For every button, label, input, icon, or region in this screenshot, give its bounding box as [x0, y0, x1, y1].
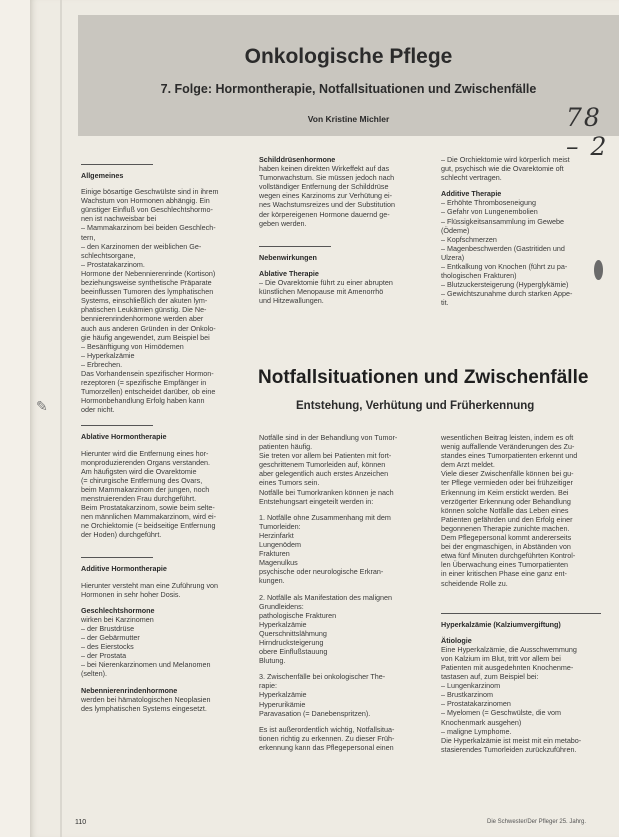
text-line: – Magenbeschwerden (Gastritiden und	[441, 243, 565, 253]
text-line: Die Hyperkalzämie ist meist mit ein metabo-	[441, 735, 582, 745]
paragraph-ablative	[81, 449, 244, 540]
text-line: – der Gebärmutter	[81, 633, 140, 643]
text-line: schlecht vertragen.	[441, 173, 502, 183]
text-line: tern,	[81, 232, 96, 242]
text-line: – den Karzinomen der weiblichen Ge-	[81, 241, 202, 251]
text-line: phatischen Leukämien günstig. Die Ne-	[81, 305, 207, 315]
text-line: Sie treten vor allem bei Patienten mit fort-	[259, 451, 392, 461]
text-line: nes Wachstumsreizes und der Substitution	[259, 200, 395, 210]
text-line: eines Tumors sein.	[259, 478, 320, 488]
text-line: – Die Ovarektomie führt zu einer abrupten	[259, 277, 393, 287]
notfall-headline: Notfallsituationen und Zwischenfälle	[258, 367, 589, 388]
column-left	[81, 160, 244, 713]
text-line: psychische oder neurologische Erkran-	[259, 567, 384, 577]
heading-additive-therapie: Additive Therapie	[441, 189, 502, 199]
text-line: Ulzera)	[441, 252, 465, 262]
ink-blot-mark	[594, 260, 603, 280]
text-line: erkennung kann das Pflegepersonal einen	[259, 742, 394, 752]
text-line: Patienten gefährden und den Erfolg einer	[441, 514, 573, 524]
text-line: Tumorzellen) entscheidet darüber, ob eine	[81, 387, 216, 397]
text-line: menstruierenden Frau durchgeführt.	[81, 494, 197, 503]
paperclip-icon: ✎	[36, 398, 48, 414]
text-line: Beim Prostatakarzinom, sowie beim selte-	[81, 503, 215, 513]
text-line: Tumorwachstum. Sie müssen jedoch nach	[259, 173, 395, 183]
text-line: monproduzierenden Organs verstanden.	[81, 457, 211, 467]
paragraph-schilddruese	[259, 164, 431, 228]
paragraph-notfall-intro	[259, 433, 431, 506]
text-line: – Myelomen (= Geschwülste, die vom	[441, 708, 562, 718]
text-line: – der Brustdrüse	[81, 623, 135, 633]
text-line: Paravasation (= Danebenspritzen).	[259, 708, 371, 718]
text-line: können solche Notfälle das Leben eines	[441, 505, 569, 515]
heading-ablative-therapie: Ablative Therapie	[259, 268, 319, 278]
text-line: Systems, einschließlich der akuten lym-	[81, 296, 208, 306]
text-line: Notfälle sind in der Behandlung von Tumor-	[259, 433, 398, 442]
text-line: (= chirurgische Entfernung des Ovars,	[81, 475, 203, 485]
column-right-top	[441, 155, 611, 308]
text-line: Lungenödem	[259, 540, 301, 550]
text-line: vollständiger Entfernung der Schilddrüse	[259, 182, 389, 192]
section-rule	[81, 557, 153, 558]
list-geschlechtshormone	[81, 615, 244, 679]
text-line: günstiger Einfluß von Geschlechtshormo-	[81, 205, 213, 215]
text-line: Magenulkus	[259, 558, 298, 568]
text-line: kungen.	[259, 576, 285, 586]
text-line: oder nicht.	[81, 405, 115, 415]
text-line: obere Einflußstauung	[259, 647, 328, 657]
heading-ablative-hormontherapie: Ablative Hormontherapie	[81, 432, 167, 442]
text-line: thologischen Frakturen)	[441, 271, 517, 281]
text-line: schlechtsorgane,	[81, 250, 136, 260]
author-byline: Von Kristine Michler	[307, 114, 390, 124]
text-line: – Erhöhte Thromboseneigung	[441, 198, 536, 208]
text-line: Hormonen in sehr hoher Dosis.	[81, 589, 181, 599]
heading-geschlechtshormone: Geschlechtshormone	[81, 605, 155, 615]
text-line: wesentlichen Beitrag leisten, indem es oft	[441, 433, 574, 442]
text-line: Hormone der Nebennierenrinde (Kortison)	[81, 268, 216, 278]
text-line: Hirndrucksteigerung	[259, 637, 324, 647]
article-subtitle: 7. Folge: Hormontherapie, Notfallsituationen und Zwischenfälle	[160, 82, 537, 96]
handwritten-note: 78 – 2	[566, 103, 609, 161]
list-additive-therapie	[441, 198, 611, 307]
text-line: Notfälle bei Tumorkranken können je nach	[259, 487, 394, 497]
text-line: – Erbrechen.	[81, 359, 123, 369]
text-line: tionen richtig zu erkennen. Zu dieser Früh-	[259, 733, 395, 743]
text-line: gie häufig angewendet, zum Beispiel bei	[81, 332, 210, 342]
text-line: – Besänftigung von Hirnödemen	[81, 341, 184, 351]
text-line: (selten).	[81, 669, 107, 679]
notfall-subheadline: Entstehung, Verhütung und Früherkennung	[296, 400, 535, 412]
text-line: tit.	[441, 298, 449, 308]
text-line: wenig auffallende Veränderungen des Zu-	[441, 442, 575, 452]
text-line: Grundleidens:	[259, 601, 304, 611]
text-line: 1. Notfälle ohne Zusammenhang mit dem	[259, 512, 391, 522]
text-line: Knochenmark ausgehen)	[441, 717, 522, 727]
text-line: Blutung.	[259, 656, 286, 666]
text-line: – Prostatakarzinom.	[81, 259, 145, 269]
text-line: Einige bösartige Geschwülste sind in ihrem	[81, 187, 219, 197]
text-line: scheidende Rolle zu.	[441, 578, 508, 588]
text-line: geben werden.	[259, 218, 307, 228]
text-line: Es ist außerordentlich wichtig, Notfallsitua-	[259, 724, 395, 734]
text-line: – des Eierstocks	[81, 642, 134, 652]
text-line: – Gefahr von Lungenembolien	[441, 207, 538, 217]
paragraph-closing	[259, 725, 431, 752]
text-line: auch aus anderen Gründen in der Onkolo-	[81, 323, 216, 333]
text-line: – maligne Lymphome.	[441, 726, 512, 736]
text-line: Hyperurikämie	[259, 699, 306, 709]
text-line: ter Pflege vermieden oder bei frühzeitiger	[441, 478, 573, 488]
text-line: Eine Hyperkalzämie, die Ausschwemmung	[441, 644, 577, 654]
page-fold-edge	[60, 0, 62, 837]
text-line: (Ödeme)	[441, 225, 470, 235]
text-line: beeinflussen Tumoren des lymphatischen	[81, 287, 214, 297]
text-line: Hormonbehandlung Erfolg haben kann	[81, 396, 205, 406]
text-line: wirken bei Karzinomen	[81, 614, 154, 624]
heading-schilddruesenhormone: Schilddrüsenhormone	[259, 155, 336, 164]
text-line: Entstehungsart eingeteilt werden in:	[259, 496, 374, 506]
text-line: der körpereigenen Hormone dauernd ge-	[259, 209, 390, 219]
paragraph-additive	[81, 581, 244, 599]
text-line: ne Orchiektomie (= beidseitige Entfernung	[81, 521, 216, 531]
text-line: standes eines Tumorpatienten erkennt und	[441, 451, 578, 461]
text-line: len Überwachung eines Tumorpatienten	[441, 560, 569, 570]
paragraph-aetiologie	[441, 645, 611, 754]
text-line: beim Mammakarzinom der jungen, noch	[81, 484, 210, 494]
text-line: geschrittenem Tumorleiden auf, können	[259, 460, 386, 470]
text-line: patienten häufig.	[259, 442, 313, 452]
paragraph-allgemeines	[81, 187, 244, 414]
text-line: nen ist nachweisbar bei	[81, 214, 157, 224]
text-line: Hierunter wird die Entfernung eines hor-	[81, 448, 209, 458]
text-line: Tumorleiden:	[259, 521, 301, 531]
text-line: nen männlichen Mammakarzinom, wird ei-	[81, 512, 217, 522]
heading-nebennierenrindenhormone: Nebennierenrindenhormone	[81, 685, 178, 695]
text-line: stasierendes Tumorleiden zurückzuführen.	[441, 744, 577, 754]
text-line: tastasen auf, zum Beispiel bei:	[441, 672, 539, 682]
list-notfaelle-2	[259, 593, 431, 666]
text-line: rapie:	[259, 681, 277, 691]
text-line: Patienten mit ausgedehnten Knochenme-	[441, 662, 574, 672]
text-line: Wachstum von Hormonen abhängig. Ein	[81, 196, 210, 206]
text-line: Frakturen	[259, 549, 290, 559]
section-rule	[259, 246, 331, 247]
text-line: beziehungsweise synthetische Präparate	[81, 278, 212, 288]
text-line: – Prostatakarzinomen	[441, 699, 511, 709]
heading-aetiologie: Ätiologie	[441, 635, 472, 645]
section-rule	[81, 425, 153, 426]
text-line: und Hitzewallungen.	[259, 296, 324, 306]
text-line: Querschnittslähmung	[259, 628, 327, 638]
text-line: wegen eines Karzinoms zur Verhütung ei-	[259, 191, 393, 201]
text-line: Herzinfarkt	[259, 530, 294, 540]
text-line: 3. Zwischenfälle bei onkologischer The-	[259, 672, 386, 682]
text-line: – Lungenkarzinom	[441, 681, 501, 691]
text-line: – Blutzuckersteigerung (Hyperglykämie)	[441, 280, 569, 290]
column-right-bottom	[441, 433, 611, 754]
section-rule	[441, 613, 601, 614]
text-line: von Kalzium im Blut, tritt vor allem bei	[441, 653, 561, 663]
text-line: bei der engmaschigen, in Abständen von	[441, 542, 571, 552]
text-line: Hyperkalzämie	[259, 619, 307, 629]
heading-allgemeines: Allgemeines	[81, 171, 124, 180]
text-line: rezeptoren (= spezifische Empfänger in	[81, 378, 207, 388]
text-line: – Mammakarzinom bei beiden Geschlech-	[81, 223, 216, 233]
text-line: – bei Nierenkarzinomen und Melanomen	[81, 660, 211, 670]
text-line: in einer kritischen Phase eine ganz ent-	[441, 569, 567, 579]
text-line: werden bei hämatologischen Neoplasien	[81, 694, 211, 704]
heading-additive-hormontherapie: Additive Hormontherapie	[81, 564, 167, 574]
text-line: pathologische Frakturen	[259, 610, 337, 620]
heading-nebenwirkungen: Nebenwirkungen	[259, 252, 317, 262]
text-line: künstlichen Menopause mit Amenorrhö	[259, 287, 384, 297]
text-line: der Hoden) durchgeführt.	[81, 530, 162, 540]
column-middle-top	[259, 155, 431, 305]
journal-footer: Die Schwester/Der Pfleger 25. Jahrg.	[487, 819, 587, 825]
text-line: – Entkalkung von Knochen (führt zu pa-	[441, 262, 568, 272]
text-line: Erkennung im Keim erstickt werden. Bei	[441, 487, 569, 497]
paragraph-nnr	[81, 695, 244, 713]
paragraph-continued	[441, 433, 611, 588]
article-series-title: Onkologische Pflege	[244, 45, 453, 68]
list-notfaelle-1	[259, 513, 431, 586]
text-line: haben keinen direkten Wirkeffekt auf das	[259, 164, 390, 174]
text-line: – Die Orchiektomie wird körperlich meist	[441, 155, 570, 164]
text-line: des lymphatischen Systems eingesetzt.	[81, 703, 207, 713]
text-line: – der Prostata	[81, 651, 127, 661]
text-line: – Hyperkalzämie	[81, 350, 135, 360]
text-line: – Brustkarzinom	[441, 690, 493, 700]
text-line: aber gelegentlich auch erstes Anzeichen	[259, 469, 389, 479]
text-line: Viele dieser Zwischenfälle können bei gu-	[441, 469, 574, 479]
paragraph-orchiektomie	[441, 155, 611, 182]
column-middle-bottom	[259, 433, 431, 752]
text-line: – Kopfschmerzen	[441, 234, 497, 244]
text-line: – Gewichtszunahme durch starken Appe-	[441, 289, 573, 299]
heading-hyperkalzaemie: Hyperkalzämie (Kalziumvergiftung)	[441, 619, 561, 629]
text-line: Das Vorhandensein spezifischer Hormon-	[81, 368, 214, 378]
text-line: dem Arzt meldet.	[441, 460, 495, 470]
text-line: bennierenrindenhormone werden aber	[81, 314, 204, 324]
list-notfaelle-3	[259, 672, 431, 717]
text-line: verzögerter Erkennung oder Behandlung	[441, 496, 571, 506]
text-line: Hyperkalzämie	[259, 690, 307, 700]
text-line: gut, psychisch wie die Ovarektomie oft	[441, 164, 564, 174]
text-line: Hierunter versteht man eine Zuführung von	[81, 580, 219, 590]
text-line: Dem Pflegepersonal kommt andererseits	[441, 533, 572, 543]
page-number: 110	[75, 819, 87, 826]
section-rule	[81, 164, 153, 165]
text-line: Am häufigsten wird die Ovarektomie	[81, 466, 197, 476]
text-line: begonnenen Therapie zunichte machen.	[441, 523, 570, 533]
text-line: 2. Notfälle als Manifestation des malignen	[259, 592, 393, 602]
text-line: – Flüssigkeitsansammlung im Gewebe	[441, 216, 565, 226]
text-line: etwa fünf Minuten durchgeführten Kontrol-	[441, 551, 576, 561]
list-ablative-therapie	[259, 278, 431, 305]
